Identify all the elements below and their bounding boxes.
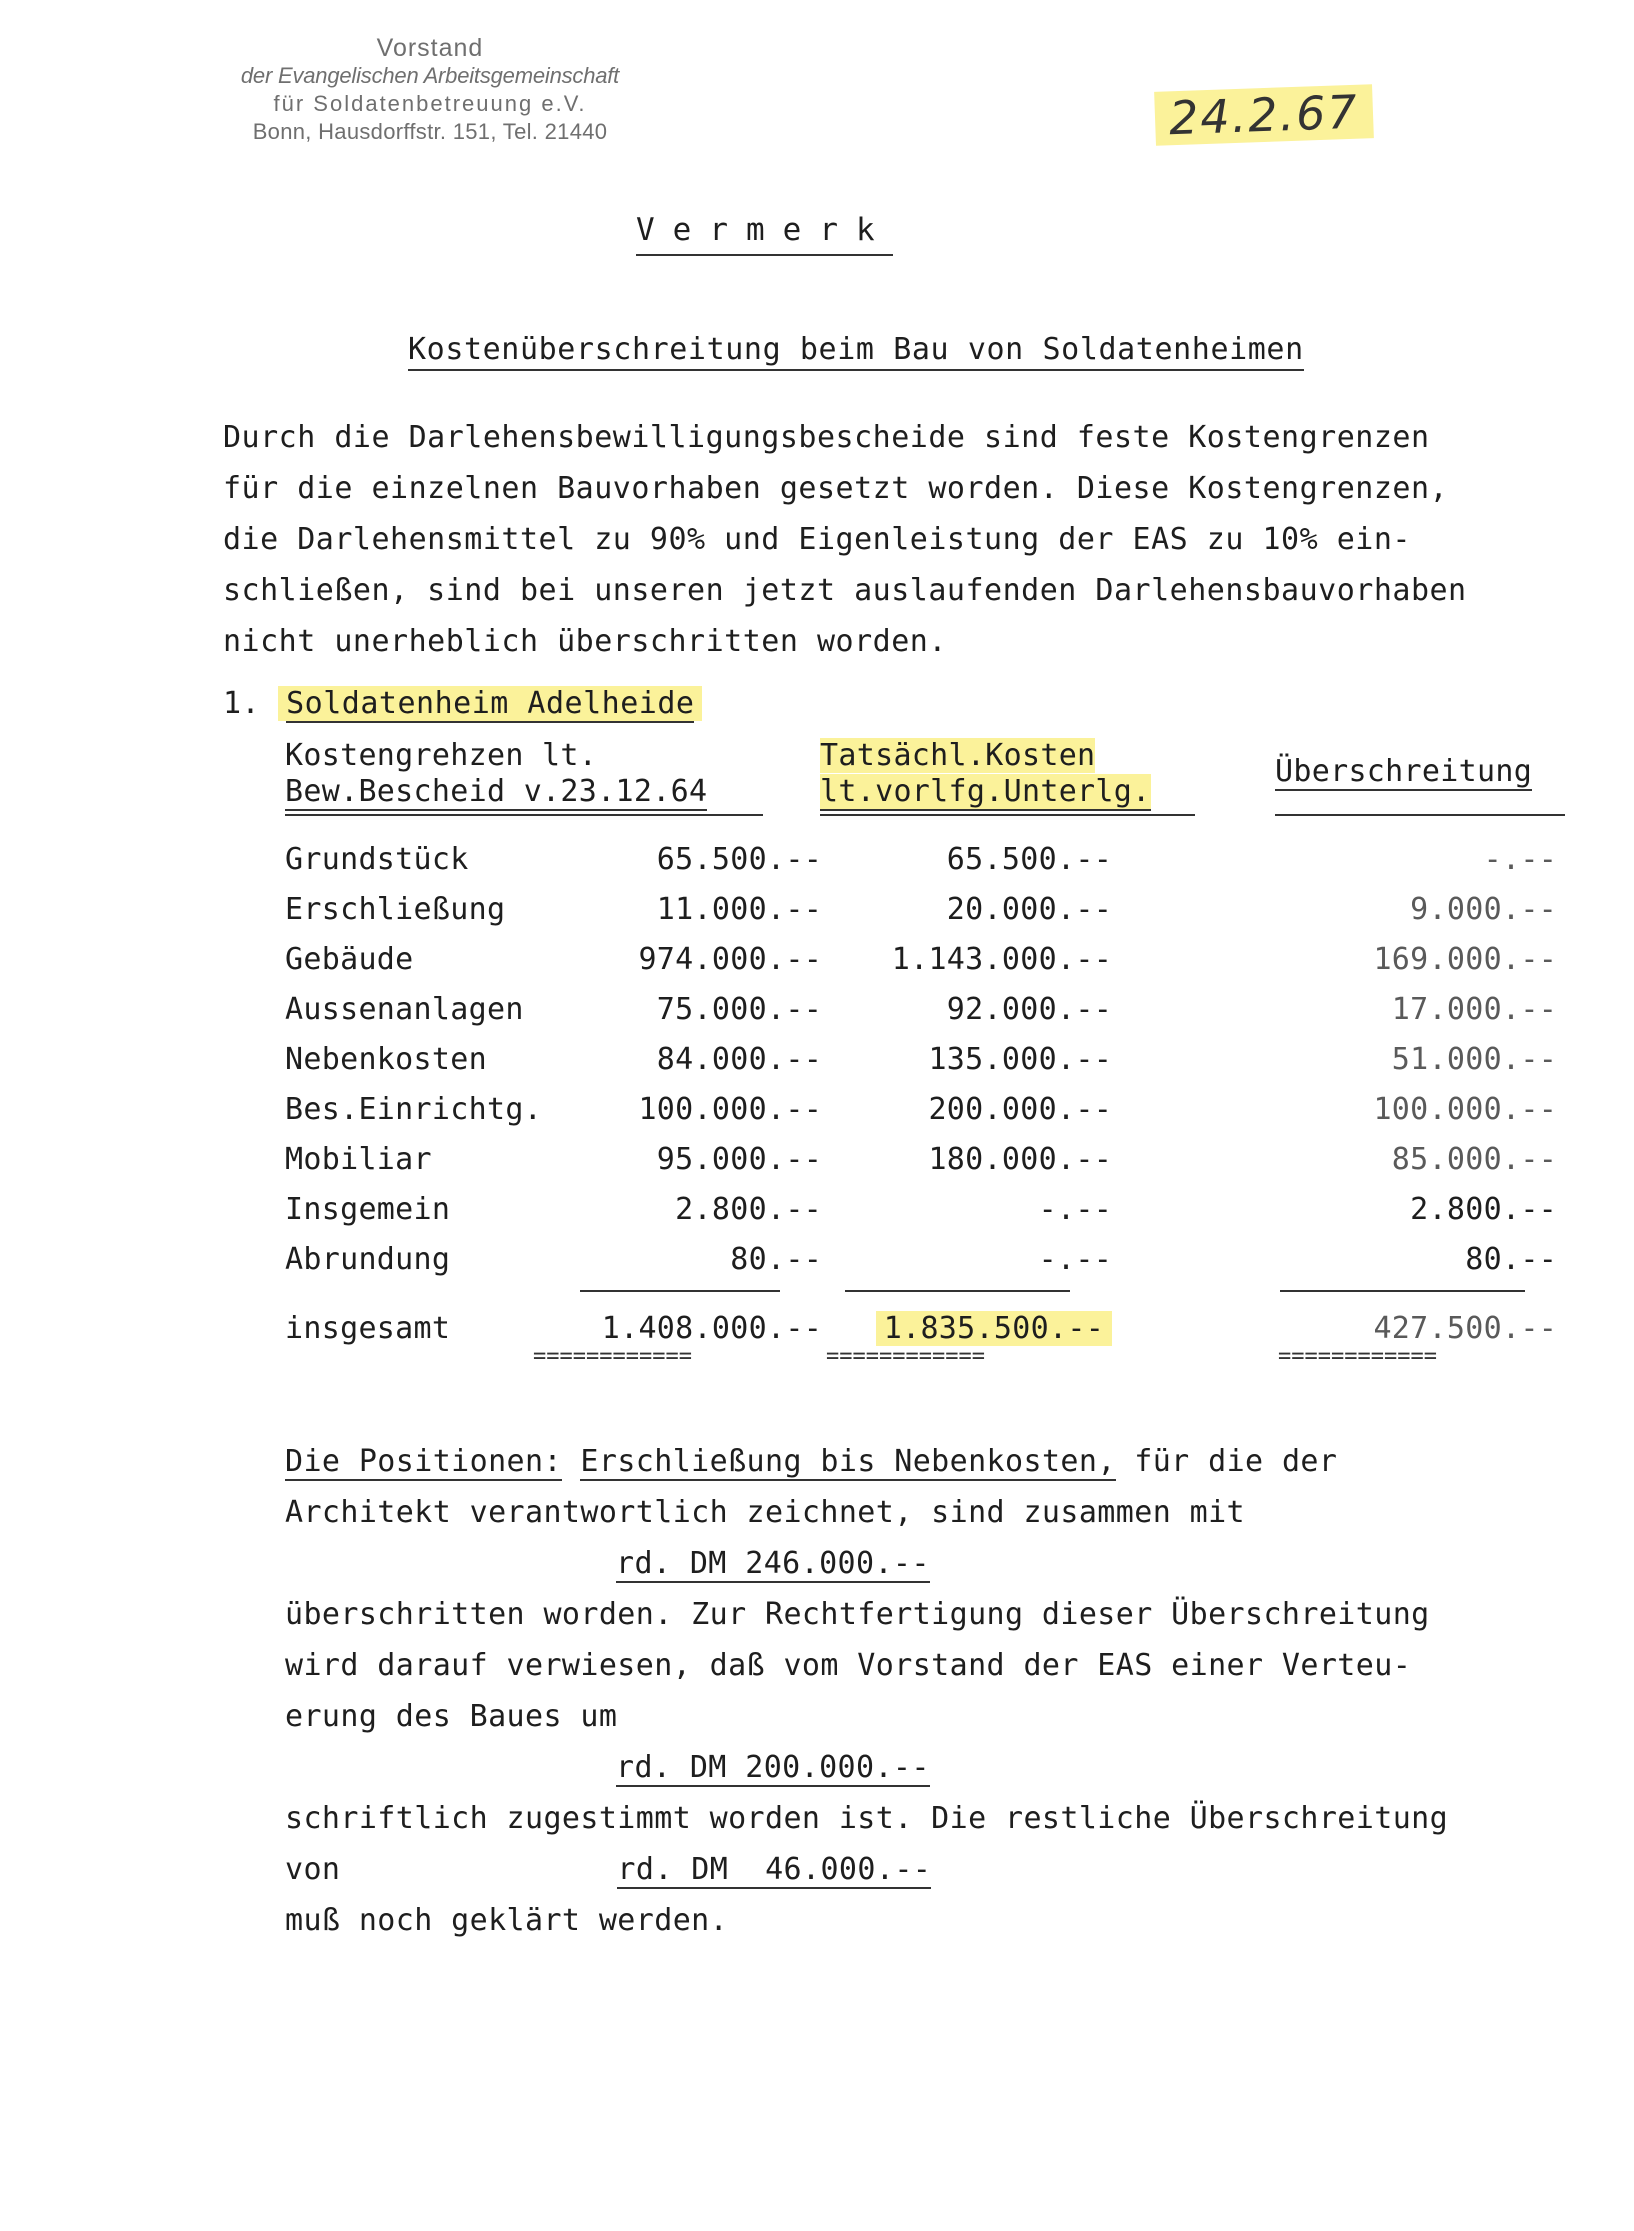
row-actual: 20.000.-- [946,891,1113,927]
row-label: Gebäude [285,941,414,977]
stamp-line-2: der Evangelischen Arbeitsgemeinschaft [240,63,620,88]
column-header-limit-line1: Kostengrehzen lt. [285,738,598,773]
row-label: Abrundung [285,1241,451,1277]
sum-rule-actual [845,1290,1070,1292]
table-row [285,934,1557,984]
row-label: Insgemein [285,1191,451,1227]
column-header-actual-line1: Tatsächl.Kosten [820,738,1096,773]
row-actual: 135.000.-- [928,1041,1113,1077]
total-over: 427.500.-- [1373,1311,1558,1346]
intro-line: schließen, sind bei unseren jetzt auslaufenden Darlehensbauvorhaben [223,573,1467,608]
body-line: wird darauf verwiesen, daß vom Vorstand der EAS einer Verteu- [285,1648,1412,1683]
header-rule-over [1275,814,1565,816]
header-rule-actual [820,814,1195,816]
row-actual: 65.500.-- [946,841,1113,877]
total-label: insgesamt [285,1311,451,1346]
row-limit: 2.800.-- [675,1191,823,1227]
table-row [285,1034,1557,1084]
row-limit: 974.000.-- [638,941,823,977]
body-line: überschritten worden. Zur Rechtfertigung dieser Überschreitung [285,1597,1430,1632]
row-actual: 180.000.-- [928,1141,1113,1177]
von-label: von [285,1852,341,1887]
table-row [285,984,1557,1034]
double-rule-actual: ============ [826,1344,985,1369]
table-row [285,1184,1557,1234]
organization-stamp [190,34,670,146]
stamp-line-1: Vorstand [376,34,484,62]
sum-rule-over [1280,1290,1525,1292]
row-limit: 84.000.-- [656,1041,823,1077]
row-over: -.-- [1483,841,1558,877]
row-over: 80.-- [1465,1241,1558,1277]
row-over: 17.000.-- [1391,991,1558,1027]
amount-approved: rd. DM 200.000.-- [616,1750,930,1785]
column-header-limit [285,738,707,810]
row-over: 51.000.-- [1391,1041,1558,1077]
section-heading [223,686,702,721]
row-label: Aussenanlagen [285,991,524,1027]
row-over: 100.000.-- [1373,1091,1558,1127]
row-actual: 200.000.-- [928,1091,1113,1127]
row-limit: 80.-- [730,1241,823,1277]
row-label: Mobiliar [285,1141,432,1177]
row-over: 169.000.-- [1373,941,1558,977]
double-rule-over: ============ [1278,1344,1437,1369]
row-limit: 75.000.-- [656,991,823,1027]
intro-line: die Darlehensmittel zu 90% und Eigenleistung der EAS zu 10% ein- [223,522,1411,557]
intro-line: nicht unerheblich überschritten worden. [223,624,947,659]
row-label: Grundstück [285,841,469,877]
table-row [285,1234,1557,1284]
total-row [285,1284,1557,1346]
row-limit: 11.000.-- [656,891,823,927]
total-actual-value: 1.835.500.-- [876,1311,1112,1346]
body-line: muß noch geklärt werden. [285,1903,729,1938]
row-label: Bes.Einrichtg. [285,1091,543,1127]
positions-range: Erschließung bis Nebenkosten, [580,1444,1116,1479]
body-line: schriftlich zugestimmt worden ist. Die restliche Überschreitung [285,1801,1449,1836]
closing-paragraph [285,1436,1448,1946]
section-name: Soldatenheim Adelheide [286,686,695,721]
table-row [285,1134,1557,1184]
double-rule-limit: ============ [533,1344,692,1369]
stamp-line-3: für Soldatenbetreuung e.V. [273,91,587,116]
amount-remaining: rd. DM 46.000.-- [617,1852,932,1887]
row-label: Erschließung [285,891,506,927]
section-number: 1. [223,686,261,721]
positions-text: für die der [1115,1444,1338,1479]
row-actual: -.-- [1038,1241,1113,1277]
positions-label: Die Positionen: [285,1444,562,1479]
table-row [285,834,1557,884]
intro-line: Durch die Darlehensbewilligungsbescheide sind feste Kostengrenzen [223,420,1430,455]
document-subtitle: Kostenüberschreitung beim Bau von Soldatenheimen [408,332,1304,371]
row-actual: 1.143.000.-- [891,941,1113,977]
row-label: Nebenkosten [285,1041,487,1077]
row-over: 2.800.-- [1410,1191,1558,1227]
document-title: Vermerk [636,212,893,256]
amount-total-over: rd. DM 246.000.-- [616,1546,930,1581]
header-rule-limit [285,814,763,816]
intro-line: für die einzelnen Bauvorhaben gesetzt worden. Diese Kostengrenzen, [223,471,1449,506]
table-row [285,1084,1557,1134]
column-header-actual-line2: lt.vorlfg.Unterlg. [820,774,1151,809]
row-limit: 100.000.-- [638,1091,823,1127]
body-line: Architekt verantwortlich zeichnet, sind zusammen mit [285,1495,1245,1530]
row-actual: -.-- [1038,1191,1113,1227]
cost-table [285,834,1557,1346]
intro-paragraph [223,412,1467,667]
column-header-over-text: Überschreitung [1275,754,1533,789]
row-limit: 95.000.-- [656,1141,823,1177]
column-header-actual [820,738,1151,810]
column-header-limit-line2: Bew.Bescheid v.23.12.64 [285,774,708,809]
column-header-over [1275,754,1532,790]
total-actual [822,1284,1112,1346]
row-over: 9.000.-- [1410,891,1558,927]
table-row [285,884,1557,934]
row-over: 85.000.-- [1391,1141,1558,1177]
row-limit: 65.500.-- [656,841,823,877]
handwritten-date: 24.2.67 [1154,84,1373,146]
sum-rule-limit [580,1290,780,1292]
total-limit: 1.408.000.-- [601,1311,823,1346]
row-actual: 92.000.-- [946,991,1113,1027]
stamp-line-4: Bonn, Hausdorffstr. 151, Tel. 21440 [252,119,608,144]
body-line: erung des Baues um [285,1699,618,1734]
